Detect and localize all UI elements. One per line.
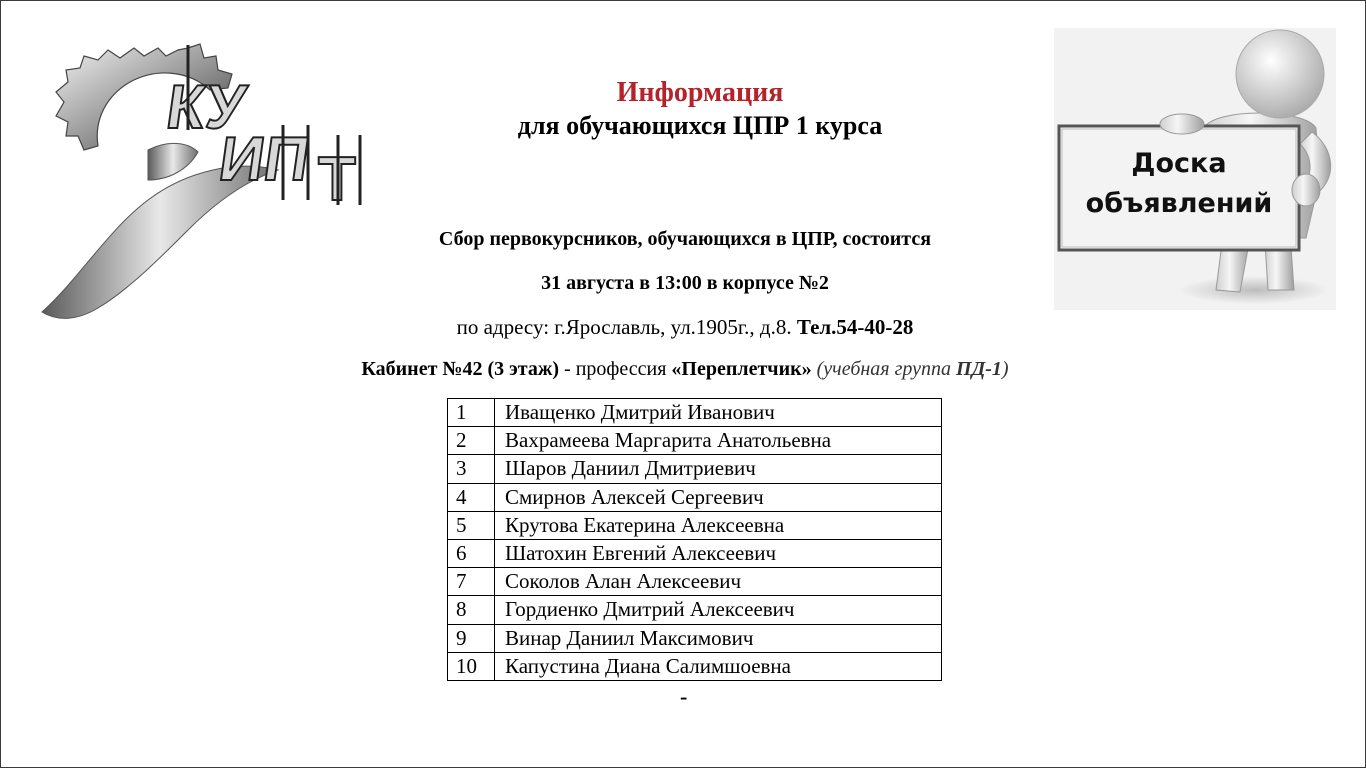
board-text-line2: объявлений bbox=[1085, 188, 1273, 219]
student-name: Шаров Даниил Дмитриевич bbox=[495, 455, 942, 483]
student-name: Вахрамеева Маргарита Анатольевна bbox=[495, 427, 942, 455]
student-number: 4 bbox=[448, 483, 495, 511]
student-number: 2 bbox=[448, 427, 495, 455]
student-number: 1 bbox=[448, 399, 495, 427]
table-row bbox=[448, 455, 942, 483]
info-gathering: Сбор первокурсников, обучающихся в ЦПР, состоится bbox=[438, 228, 932, 250]
table-row bbox=[448, 399, 942, 427]
student-name: Крутова Екатерина Алексеевна bbox=[495, 511, 942, 539]
student-name: Винар Даниил Максимович bbox=[495, 624, 942, 652]
info-room: Кабинет №42 (3 этаж) - профессия «Переплетчик» (учебная группа ПД-1) bbox=[361, 358, 1009, 380]
info-datetime: 31 августа в 13:00 в корпусе №2 bbox=[541, 272, 829, 294]
announcement-board-illustration bbox=[1054, 28, 1336, 310]
info-phone: Тел.54-40-28 bbox=[796, 315, 914, 339]
student-name: Смирнов Алексей Сергеевич bbox=[495, 483, 942, 511]
title-block bbox=[400, 76, 1000, 142]
footer-dash: - bbox=[680, 684, 688, 709]
student-name: Гордиенко Дмитрий Алексеевич bbox=[495, 596, 942, 624]
student-number: 3 bbox=[448, 455, 495, 483]
title-subtitle: для обучающихся ЦПР 1 курса bbox=[517, 111, 883, 140]
student-name: Соколов Алан Алексеевич bbox=[495, 568, 942, 596]
student-name: Иващенко Дмитрий Иванович bbox=[495, 399, 942, 427]
student-number: 9 bbox=[448, 624, 495, 652]
student-number: 6 bbox=[448, 539, 495, 567]
student-number: 8 bbox=[448, 596, 495, 624]
logo-text: КУ bbox=[162, 73, 250, 142]
table-row bbox=[448, 652, 942, 680]
board-text-line1: Доска bbox=[1131, 148, 1227, 179]
table-row bbox=[448, 539, 942, 567]
table-row bbox=[448, 511, 942, 539]
student-number: 7 bbox=[448, 568, 495, 596]
student-number: 10 bbox=[448, 652, 495, 680]
svg-text:Т: Т bbox=[318, 145, 356, 214]
table-row bbox=[448, 483, 942, 511]
info-address: по адресу: г.Ярославль, ул.1905г., д.8. Тел.54-40-28 bbox=[456, 315, 914, 339]
table-row bbox=[448, 596, 942, 624]
student-name: Шатохин Евгений Алексеевич bbox=[495, 539, 942, 567]
student-number: 5 bbox=[448, 511, 495, 539]
student-roster-table bbox=[447, 398, 942, 681]
student-name: Капустина Диана Салимшоевна bbox=[495, 652, 942, 680]
svg-text:ИП: ИП bbox=[214, 125, 314, 194]
table-row bbox=[448, 624, 942, 652]
title-main: Информация bbox=[616, 77, 784, 108]
table-row bbox=[448, 568, 942, 596]
table-row bbox=[448, 427, 942, 455]
